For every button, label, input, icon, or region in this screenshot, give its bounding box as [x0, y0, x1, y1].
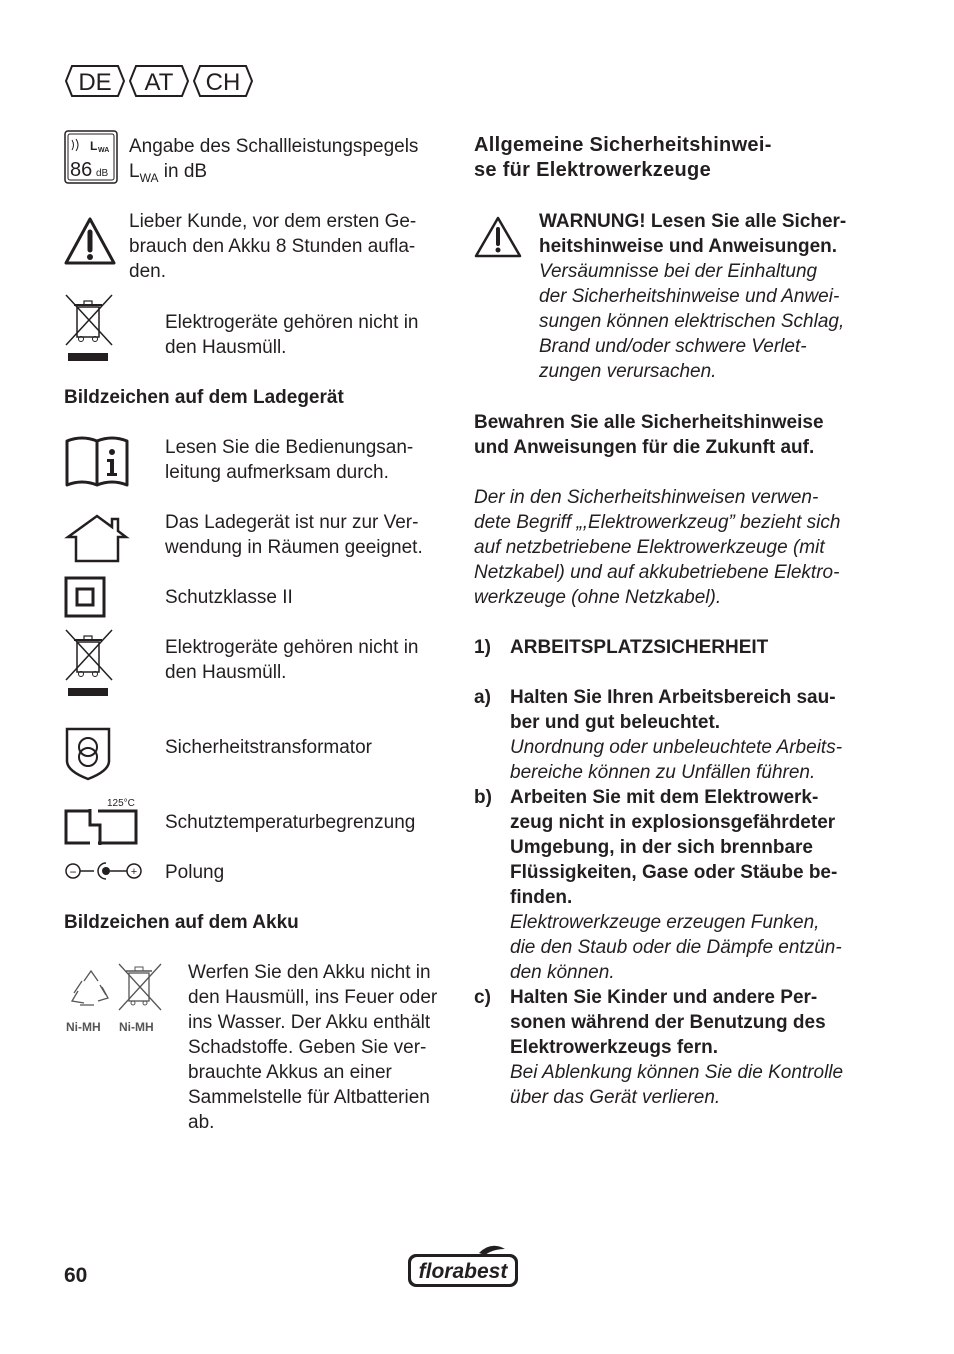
indoor-text: Das Ladegerät ist nur zur Ver- wendung in Räumen geeignet.: [165, 512, 423, 558]
warning-icon-right: [474, 215, 522, 264]
item-a: Halten Sie Ihren Arbeitsbereich sau- ber und gut beleuchtet. Unordnung oder unbeleuchtete Arbeits- bereiche können zu Unfällen führen.: [510, 687, 843, 783]
sound-power-icon: [64, 130, 118, 189]
akku-charge-notice: Lieber Kunde, vor dem ersten Ge- brauch den Akku 8 Stunden aufla- den.: [129, 211, 417, 282]
thermal-cutout-icon: [64, 795, 140, 854]
weee-text: Elektrogeräte gehören nicht in den Hausmüll.: [165, 312, 419, 358]
country-badge-ch: [192, 64, 254, 98]
item-label-c: c): [474, 987, 491, 1008]
item-c: Halten Sie Kinder und andere Per- sonen während der Benutzung des Elektrowerkzeugs fern. Bei Ablenkung können Sie die Kontrolle über das Gerät verlieren.: [510, 987, 844, 1108]
item-b: Arbeiten Sie mit dem Elektrowerk- zeug nicht in explosionsgefährdeter Umgebung, in der sich brennbare Flüssigkeiten, Gase oder Stäube be- finden. Elektrowerkzeuge erzeugen Funken, die den Staub oder die Dämpfe entzün- den können.: [510, 787, 842, 983]
svg-text:125°C: 125°C: [107, 798, 135, 809]
battery-disposal-text: Werfen Sie den Akku nicht in den Hausmüll, ins Feuer oder ins Wasser. Der Akku enthält Schadstoffe. Geben Sie ver- brauchte Akkus an einer Sammelstelle für Altbatterien ab.: [188, 962, 438, 1133]
svg-text:AT: AT: [144, 69, 174, 96]
house-indoor-icon: [64, 513, 130, 568]
svg-text:WA: WA: [98, 147, 110, 154]
svg-text:Ni-MH: Ni-MH: [119, 1020, 154, 1034]
thermal-cutout-text: Schutztemperaturbegrenzung: [165, 812, 416, 833]
manual-text: Lesen Sie die Bedienungsan- leitung aufmerksam durch.: [165, 437, 414, 483]
charger-symbols-heading: Bildzeichen auf dem Ladegerät: [64, 387, 344, 408]
svg-text:+: +: [130, 866, 138, 878]
nimh-recycling-icon: [64, 963, 166, 1046]
sound-power-text: Angabe des Schallleistungspegels $L_{WA}$ in dB: [129, 136, 419, 185]
weee-bin-icon: [64, 293, 114, 370]
florabest-logo: [405, 1243, 521, 1296]
class-ii-text: Schutzklasse II: [165, 587, 293, 608]
svg-text:L: L: [90, 139, 98, 153]
svg-text:−: −: [69, 865, 77, 879]
general-warning: WARNUNG! Lesen Sie alle Sicher- heitshinweise und Anweisungen. Versäumnisse bei der Einhaltung der Sicherheitshinweise und Anwei- sungen können elektrischen Schlag, Brand und/oder schwere Verlet- zungen verursachen.: [539, 211, 847, 382]
country-badge-de: [64, 64, 126, 98]
class-ii-icon: [64, 576, 106, 623]
svg-text:dB: dB: [96, 168, 109, 179]
safety-transformer-text: Sicherheitstransformator: [165, 737, 372, 758]
svg-text:florabest: florabest: [418, 1260, 508, 1283]
svg-text:CH: CH: [205, 69, 241, 96]
item-label-b: b): [474, 787, 492, 808]
item-label-a: a): [474, 687, 491, 708]
polarity-icon: [64, 860, 144, 887]
section-number: 1): [474, 637, 491, 658]
manual-info-icon: [64, 435, 130, 494]
page-number: 60: [64, 1264, 88, 1287]
section-title: Allgemeine Sicherheitshinwei- se für Elektrowerkzeuge: [474, 134, 772, 181]
polarity-text: Polung: [165, 862, 225, 883]
svg-text:Ni-MH: Ni-MH: [66, 1020, 101, 1034]
battery-symbols-heading: Bildzeichen auf dem Akku: [64, 912, 299, 933]
term-definition: Der in den Sicherheitshinweisen verwen- dete Begriff „,Elektrowerkzeug” bezieht sich auf netzbetriebene Elektrowerkzeuge (mit Netzkabel) und auf akkubetriebene Elektro- werkzeuge (ohne Netzkabel).: [474, 487, 841, 608]
weee-text-2: Elektrogeräte gehören nicht in den Hausmüll.: [165, 637, 419, 683]
country-badge-at: [128, 64, 190, 98]
keep-instructions: Bewahren Sie alle Sicherheitshinweise und Anweisungen für die Zukunft auf.: [474, 412, 824, 458]
svg-text:DE: DE: [78, 69, 112, 96]
section-heading: ARBEITSPLATZSICHERHEIT: [510, 637, 769, 658]
svg-text:86: 86: [70, 159, 93, 181]
warning-icon: [64, 216, 116, 271]
safety-transformer-icon: [64, 727, 112, 786]
weee-bin-icon-2: [64, 628, 114, 705]
